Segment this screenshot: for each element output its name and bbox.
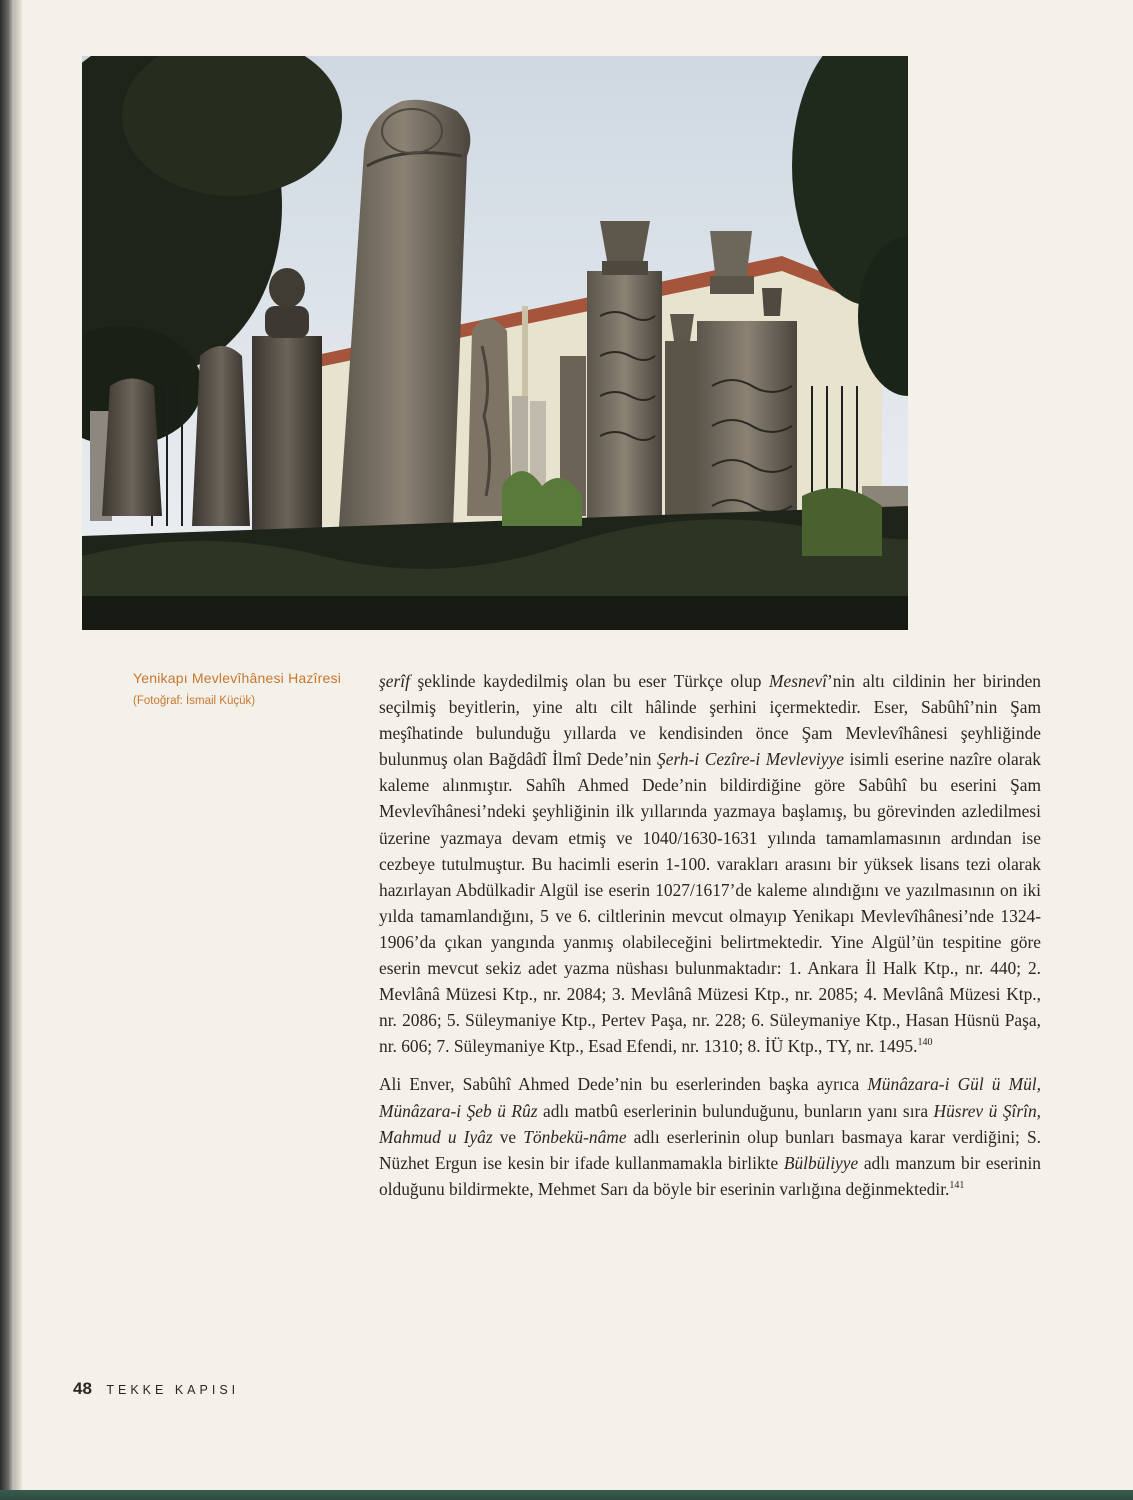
caption-title: Yenikapı Mevlevîhânesi Hazîresi <box>133 670 342 686</box>
page-edge <box>14 0 22 1500</box>
italic-title: şerîf <box>379 671 410 691</box>
text-run: ve <box>492 1126 524 1147</box>
text-run: ’nin altı cildinin her birinden seçilmiş beyitlerin, yine altı cilt hâlinde şerhini içermektedir. Eser, Sabûhî’nin Şam meşîhatinde bulunduğu yıllarda ve kendisinden önce Şam Mevlevîhânesi şeyhliğinde bulunmuş olan Bağdâdî İlmî Dede’nin <box>379 671 1041 770</box>
caption-credit: (Fotoğraf: İsmail Küçük) <box>133 695 256 707</box>
italic-title: Münâzara-i Gül ü Mül, Münâzara-i Şeb ü Rûz <box>379 1074 1041 1121</box>
book-spine-shadow <box>0 0 14 1500</box>
paragraph-2 <box>379 1071 1041 1201</box>
italic-title: Bülbüliyye <box>783 1152 859 1173</box>
text-run: şeklinde kaydedilmiş olan bu eser Türkçe olup <box>409 671 770 691</box>
bottom-edge <box>0 1490 1133 1500</box>
photo-caption <box>133 668 363 710</box>
italic-title: Şerh-i Cezîre-i Mevleviyye <box>657 749 844 770</box>
text-run: adlı manzum bir eserinin olduğunu bildirmekte, Mehmet Sarı da böyle bir eserinin varlığına değinmektedir. <box>379 1152 1041 1199</box>
italic-title: Hüsrev ü Şîrîn, Mahmud u Iyâz <box>379 1100 1041 1147</box>
page-number: 48 <box>73 1379 92 1398</box>
footnote-ref: 141 <box>949 1179 965 1191</box>
text-run: isimli eserine nazîre olarak kaleme alınmıştır. Sahîh Ahmed Dede’nin bildirdiğine göre Sabûhî bu eserini Şam Mevlevîhânesi’ndeki şeyhliğinin ilk yıllarında yazmaya başlamış, bu görevinden azledilmesi üzerine yazmaya devam etmiş ve 1040/1630-1631 yılında tamamlamasının ardından ise cezbeye tutulmuştur. Bu hacimli eserin 1-100. varakları arasını bir yüksek lisans tezi olarak hazırlayan Abdülkadir Algül ise eserin 1027/1617’de kaleme alındığını ve yazılmasının on iki yılda tamamlandığını, 5 ve 6. ciltlerinin mevcut olmayıp Yenikapı Mevlevîhânesi’nde 1324-1906’da çıkan yangında yanmış olabileceğini belirtmektedir. Yine Algül’ün tespitine göre eserin mevcut sekiz adet yazma nüshası bulunmaktadır: 1. Ankara İl Halk Ktp., nr. 440; 2. Mevlânâ Müzesi Ktp., nr. 2084; 3. Mevlânâ Müzesi Ktp., nr. 2085; 4. Mevlânâ Müzesi Ktp., nr. 2086; 5. Süleymaniye Ktp., Pertev Paşa, nr. 228; 6. Süleymaniye Ktp., Hasan Hüsnü Paşa, nr. 606; 7. Süleymaniye Ktp., Esad Efendi, nr. 1310; 8. İÜ Ktp., TY, nr. 1495. <box>379 749 1041 1057</box>
italic-title: Tönbekü-nâme <box>523 1126 627 1147</box>
footnote-ref: 140 <box>917 1037 933 1049</box>
article-body <box>379 668 1041 1202</box>
page-footer <box>73 1379 239 1399</box>
cemetery-photo <box>82 56 908 630</box>
paragraph-1 <box>379 668 1041 1059</box>
text-run: adlı eserlerinin olup bunları basmaya karar verdiğini; S. Nüzhet Ergun ise kesin bir ifade kullanmamakla birlikte <box>379 1126 1041 1173</box>
gravestones-illustration <box>82 56 908 630</box>
text-run: adlı matbû eserlerinin bulunduğunu, bunların yanı sıra <box>537 1100 934 1121</box>
italic-title: Mesnevî <box>769 671 827 691</box>
journal-name: TEKKE KAPISI <box>106 1383 240 1397</box>
text-run: Ali Enver, Sabûhî Ahmed Dede’nin bu eserlerinden başka ayrıca <box>379 1074 868 1095</box>
